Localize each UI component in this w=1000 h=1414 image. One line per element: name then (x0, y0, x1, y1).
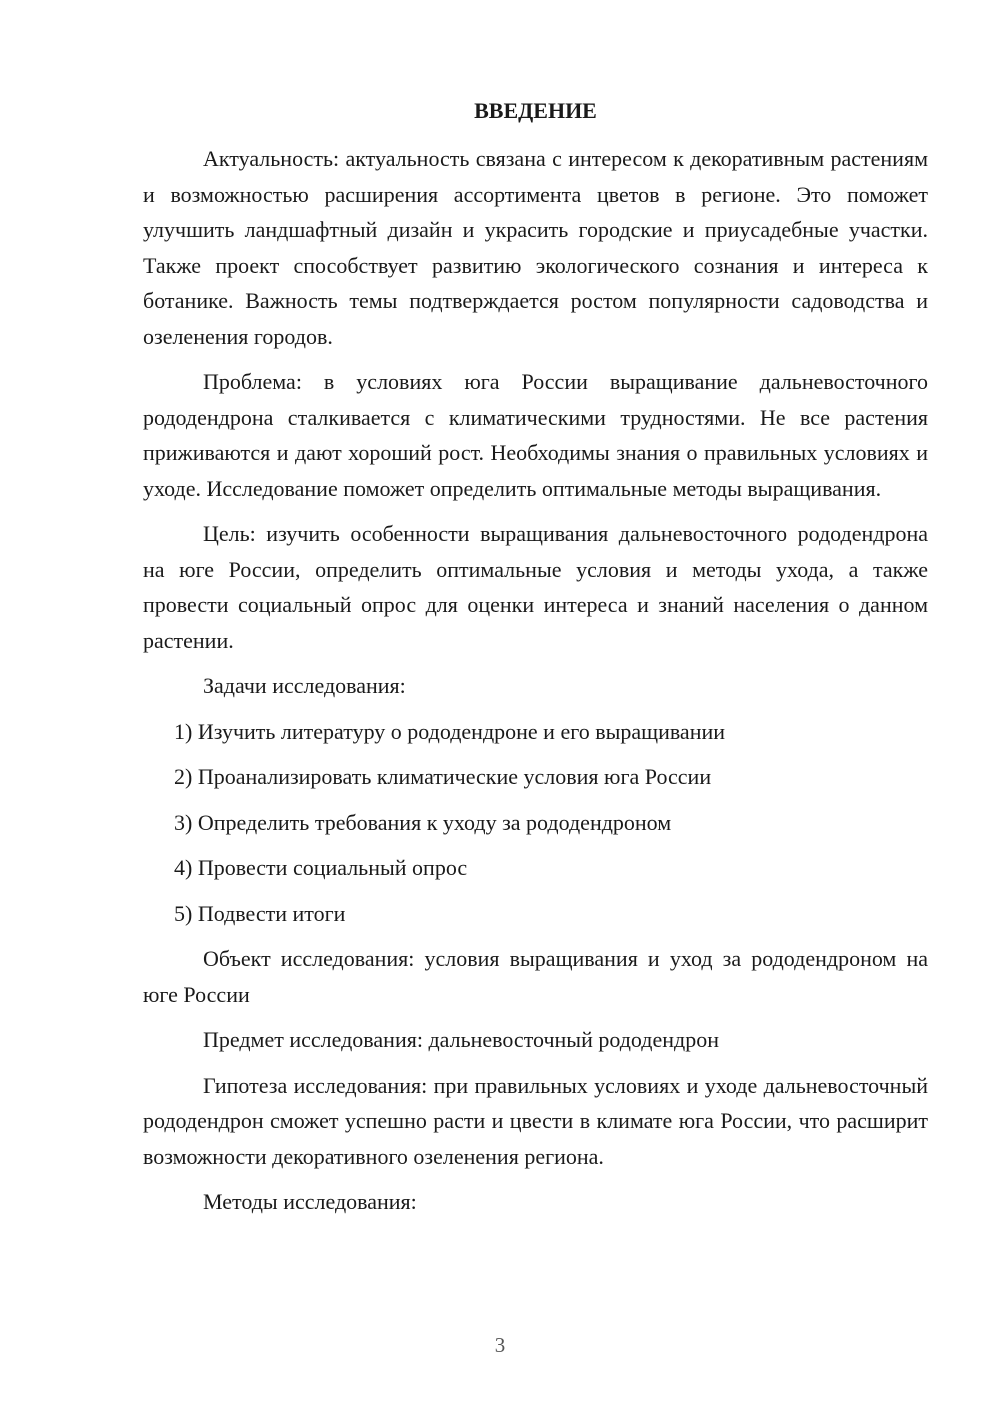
hypothesis-paragraph: Гипотеза исследования: при правильных условиях и уходе дальневосточный рододендрон сможет успешно расти и цвести в климате юга России, что расширит возможности декоративного озеленения региона. (143, 1072, 928, 1169)
object-paragraph: Объект исследования: условия выращивания и уход за рододендроном на юге России (143, 946, 928, 1007)
list-item: 3) Определить требования к уходу за рододендроном (174, 809, 672, 835)
relevance-paragraph: Актуальность: актуальность связана с интересом к декоративным растениям и возможностью расширения ассортимента цветов в регионе. Это поможет улучшить ландшафтный дизайн и украсить городские и приусадебные участки. Также проект способствует развитию экологического сознания и интереса к ботанике. Важность темы подтверждается ростом популярности садоводства и озеленения городов. (143, 146, 928, 349)
list-item: 5) Подвести итоги (174, 900, 346, 926)
list-item: 1) Изучить литературу о рододендроне и его выращивании (174, 718, 726, 744)
list-item: 2) Проанализировать климатические условия юга России (174, 764, 712, 789)
document-page (143, 95, 928, 1220)
goal-paragraph: Цель: изучить особенности выращивания дальневосточного рододендрона на юге России, определить оптимальные условия и методы ухода, а также провести социальный опрос для оценки интереса и знаний населения о данном растении. (143, 521, 928, 653)
problem-paragraph: Проблема: в условиях юга России выращивание дальневосточного рододендрона сталкивается с климатическими трудностями. Не все растения приживаются и дают хороший рост. Необходимы знания о правильных условиях и уходе. Исследование поможет определить оптимальные методы выращивания. (143, 369, 928, 501)
methods-title: Методы исследования: (203, 1189, 417, 1214)
tasks-list (143, 714, 928, 932)
page-number: 3 (494, 1333, 506, 1357)
subject-paragraph: Предмет исследования: дальневосточный рододендрон (203, 1027, 719, 1052)
tasks-title: Задачи исследования: (203, 673, 406, 698)
list-item: 4) Провести социальный опрос (174, 855, 468, 880)
section-heading: ВВЕДЕНИЕ (474, 98, 597, 123)
